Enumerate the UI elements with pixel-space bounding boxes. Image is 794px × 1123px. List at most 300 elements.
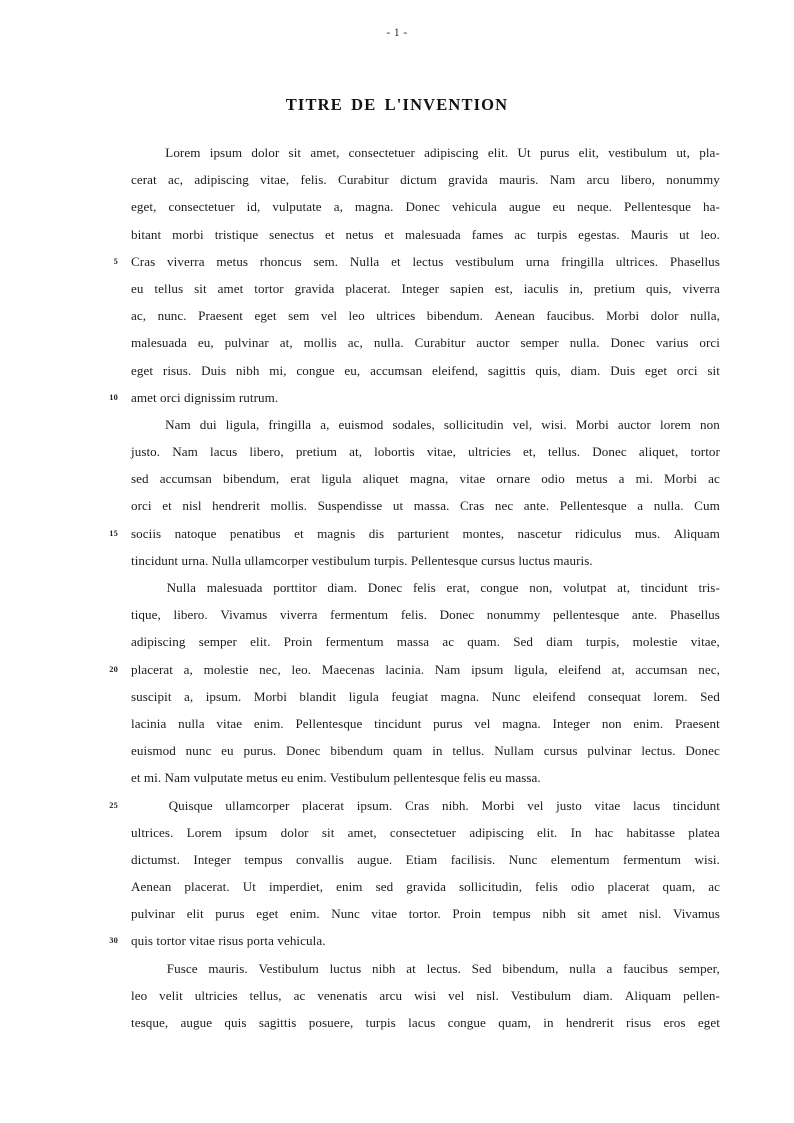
- word: viverra: [682, 280, 720, 296]
- word: mi.: [635, 471, 653, 487]
- word: malesuada: [404, 226, 461, 242]
- text-line: [131, 1009, 720, 1036]
- word: odio: [541, 471, 565, 487]
- word: senectus: [269, 226, 315, 242]
- word: tortor: [690, 444, 720, 460]
- word: Donec: [286, 743, 321, 759]
- word: nulla.: [373, 335, 404, 351]
- word: massa: [396, 634, 430, 650]
- word: urna: [525, 253, 550, 269]
- word: turpis: [365, 1015, 396, 1030]
- word: Integer: [401, 280, 440, 296]
- word: et: [162, 498, 172, 514]
- word: quam,: [498, 1015, 531, 1030]
- word: elit.: [487, 145, 509, 160]
- word: vel,: [512, 416, 533, 432]
- word: a,: [183, 661, 193, 677]
- word: vel: [527, 797, 544, 813]
- word: dui: [199, 416, 217, 432]
- word: rhoncus: [259, 253, 302, 269]
- word: metus: [575, 471, 608, 487]
- word: dolor: [251, 145, 280, 160]
- word: eget: [254, 308, 277, 324]
- word: eleifend: [532, 688, 576, 704]
- word: sit: [288, 145, 302, 160]
- word: nec: [494, 498, 514, 514]
- word: ut: [392, 498, 404, 514]
- word: auctor: [476, 335, 510, 351]
- word: magna.: [440, 688, 480, 704]
- word: ac: [514, 226, 527, 242]
- word: dis: [368, 525, 385, 541]
- word: eu: [131, 280, 144, 296]
- text-line: [131, 819, 720, 846]
- word: sollicitudin,: [458, 879, 523, 895]
- word: euismod: [338, 416, 384, 432]
- word: Cras: [460, 498, 485, 514]
- word: enim.: [289, 906, 320, 922]
- word: sit: [194, 280, 207, 296]
- word: ha-: [703, 199, 720, 215]
- text-line: [131, 221, 720, 248]
- word: ultricies: [468, 444, 511, 460]
- word: at: [406, 960, 416, 976]
- word: semper,: [678, 960, 720, 976]
- word: ac,: [131, 308, 147, 324]
- word: eleifend: [558, 661, 602, 677]
- word: neque.: [577, 199, 613, 215]
- word: justo.: [131, 444, 161, 460]
- text-line: [131, 547, 720, 574]
- word: Sed: [513, 634, 534, 650]
- word: lectus: [412, 253, 444, 269]
- word: a: [637, 498, 644, 514]
- word: cursus: [543, 743, 578, 759]
- word: sit: [707, 362, 720, 378]
- text-line: [131, 710, 720, 737]
- line-text: quis tortor vitae risus porta vehicula.: [131, 933, 326, 949]
- word: elit: [186, 906, 204, 922]
- word: mus.: [634, 525, 661, 541]
- word: nulla: [178, 715, 205, 731]
- word: a,: [320, 416, 330, 432]
- word: fermentum: [325, 634, 384, 650]
- word: Ut: [517, 145, 531, 160]
- word: posuere,: [308, 1015, 354, 1030]
- word: amet,: [310, 145, 340, 160]
- word: id,: [246, 199, 261, 215]
- word: vel: [448, 987, 465, 1003]
- word: sagittis: [487, 362, 526, 378]
- word: accumsan: [635, 661, 688, 677]
- word: Maecenas: [321, 661, 375, 677]
- word: Donec: [592, 444, 627, 460]
- word: semper: [520, 335, 559, 351]
- word: vehicula: [452, 199, 497, 215]
- word: eget: [697, 1015, 720, 1030]
- word: aliquet,: [638, 444, 679, 460]
- word: elit,: [578, 145, 599, 160]
- word: euismod: [131, 743, 176, 759]
- text-line: [131, 465, 720, 492]
- word: Donec: [685, 743, 720, 759]
- word: Nunc: [508, 851, 538, 867]
- word: leo: [131, 987, 148, 1003]
- word: a: [606, 960, 613, 976]
- word: nec,: [698, 661, 720, 677]
- word: gravida: [448, 172, 488, 188]
- word: quam: [393, 743, 423, 759]
- word: elementum: [550, 851, 610, 867]
- word: libero,: [620, 172, 655, 188]
- word: fringilla: [561, 253, 604, 269]
- word: nibh: [235, 362, 260, 378]
- word: at,: [279, 335, 293, 351]
- word: Sed: [471, 960, 492, 976]
- word: ac,: [347, 335, 363, 351]
- word: tincidunt: [374, 715, 422, 731]
- word: sollicitudin: [443, 416, 504, 432]
- text-line: [131, 357, 720, 384]
- word: dictum: [400, 172, 437, 188]
- word: morbi: [172, 226, 204, 242]
- word: erat,: [446, 580, 470, 595]
- word: purus.: [243, 743, 277, 759]
- word: amet: [601, 906, 628, 922]
- word: odio: [570, 879, 595, 895]
- word: ligula,: [225, 416, 260, 432]
- word: Nulla: [166, 580, 197, 595]
- word: pla-: [699, 145, 720, 160]
- word: adipiscing: [424, 145, 479, 160]
- word: nunc.: [157, 308, 187, 324]
- word: dictumst.: [131, 851, 180, 867]
- word: tristique: [214, 226, 259, 242]
- word: ac,: [168, 172, 184, 188]
- line-text: amet orci dignissim rutrum.: [131, 389, 279, 405]
- word: vestibulum: [608, 145, 668, 160]
- word: leo: [348, 308, 365, 324]
- text-line: [131, 873, 720, 900]
- text-line: [109, 927, 720, 954]
- word: augue.: [357, 851, 393, 867]
- text-line: [131, 166, 720, 193]
- word: hac: [594, 824, 614, 840]
- word: adipiscing: [469, 824, 524, 840]
- word: nonummy: [666, 172, 720, 188]
- word: elit.: [250, 634, 271, 650]
- word: Morbi: [664, 471, 698, 487]
- word: pulvinar: [224, 335, 269, 351]
- text-line: [109, 656, 720, 683]
- word: ridiculus: [575, 525, 622, 541]
- word: viverra: [167, 253, 205, 269]
- word: vitae,: [260, 172, 290, 188]
- word: viverra: [279, 607, 318, 623]
- word: amet,: [347, 824, 377, 840]
- word: arcu: [379, 987, 403, 1003]
- word: nibh: [372, 960, 396, 976]
- word: augue: [508, 199, 541, 215]
- word: ipsum: [471, 661, 504, 677]
- word: mi,: [269, 362, 287, 378]
- word: velit: [159, 987, 183, 1003]
- word: ultrices: [376, 308, 416, 324]
- line-text: et mi. Nam vulputate metus eu enim. Vestibulum pellentesque felis eu massa.: [131, 770, 541, 786]
- word: Pellentesque: [624, 199, 691, 215]
- word: venenatis: [317, 987, 368, 1003]
- word: non,: [529, 580, 553, 595]
- word: volutpat: [563, 580, 607, 595]
- word: Nunc: [331, 906, 360, 922]
- word: bibendum.: [426, 308, 484, 324]
- word: Proin: [283, 634, 313, 650]
- word: massa.: [413, 498, 450, 514]
- word: Aliquam: [673, 525, 720, 541]
- word: Proin: [452, 906, 482, 922]
- word: Integer: [552, 715, 591, 731]
- word: suscipit: [131, 688, 172, 704]
- paragraph-indent: [131, 792, 156, 819]
- word: montes,: [462, 525, 505, 541]
- word: felis.: [300, 172, 327, 188]
- word: hendrerit: [565, 1015, 614, 1030]
- word: ipsum: [235, 824, 268, 840]
- word: faucibus.: [546, 308, 595, 324]
- word: felis.: [400, 607, 428, 623]
- word: pellen-: [683, 987, 720, 1003]
- word: risus: [626, 1015, 652, 1030]
- word: bibendum,: [223, 471, 280, 487]
- word: Curabitur: [414, 335, 466, 351]
- word: ac: [442, 634, 455, 650]
- word: Donec: [367, 580, 403, 595]
- word: Suspendisse: [317, 498, 383, 514]
- word: bitant: [131, 226, 162, 242]
- word: wisi.: [541, 416, 567, 432]
- word: Duis: [201, 362, 227, 378]
- text-line: [131, 492, 720, 519]
- word: at,: [617, 580, 631, 595]
- word: tris-: [698, 580, 720, 595]
- line-number: 30: [109, 936, 118, 946]
- word: ac: [708, 879, 720, 895]
- word: iaculis: [523, 280, 559, 296]
- word: erat: [290, 471, 311, 487]
- word: consectetuer: [348, 145, 415, 160]
- text-line: [109, 520, 720, 547]
- word: est,: [494, 280, 513, 296]
- word: eros: [663, 1015, 686, 1030]
- word: libero.: [173, 607, 208, 623]
- word: ligula: [321, 471, 352, 487]
- word: nascetur: [517, 525, 562, 541]
- word: molestie: [632, 634, 678, 650]
- word: in,: [569, 280, 583, 296]
- word: Sed: [700, 688, 720, 704]
- word: Ut: [242, 879, 256, 895]
- word: eget: [131, 362, 154, 378]
- word: Donec: [439, 607, 475, 623]
- word: nisl: [182, 498, 202, 514]
- word: malesuada: [206, 580, 263, 595]
- word: sed: [375, 879, 394, 895]
- word: ut: [679, 226, 690, 242]
- text-line: [131, 601, 720, 628]
- word: gravida: [294, 280, 335, 296]
- word: lorem: [660, 416, 691, 432]
- word: mauris.: [208, 960, 248, 976]
- word: sed: [131, 471, 149, 487]
- word: leo.: [291, 661, 312, 677]
- word: Duis: [610, 362, 636, 378]
- word: lobortis: [374, 444, 415, 460]
- word: ante.: [631, 607, 658, 623]
- word: bibendum,: [502, 960, 559, 976]
- word: tellus: [154, 280, 184, 296]
- word: sem: [288, 308, 310, 324]
- word: tesque,: [131, 1015, 169, 1030]
- word: bibendum: [330, 743, 384, 759]
- word: amet: [217, 280, 244, 296]
- word: Vivamus: [220, 607, 268, 623]
- word: Aenean: [131, 879, 172, 895]
- word: in: [432, 743, 443, 759]
- word: consectetuer: [389, 824, 457, 840]
- paragraph-indent: [131, 574, 156, 601]
- word: lacus: [408, 1015, 436, 1030]
- word: Aliquam: [624, 987, 672, 1003]
- text-line: [131, 955, 720, 982]
- line-number: 10: [109, 392, 118, 402]
- paragraph-indent: [131, 955, 156, 982]
- word: consectetuer: [168, 199, 235, 215]
- word: tincidunt: [640, 580, 688, 595]
- word: feugiat: [391, 688, 429, 704]
- word: Integer: [193, 851, 231, 867]
- word: pretium: [295, 444, 337, 460]
- word: molestie: [203, 661, 249, 677]
- word: Praesent: [674, 715, 720, 731]
- word: Quisque: [168, 797, 213, 813]
- word: parturient: [397, 525, 450, 541]
- word: vestibulum: [455, 253, 515, 269]
- word: ullamcorper: [225, 797, 290, 813]
- word: nunc: [185, 743, 212, 759]
- word: et,: [523, 444, 536, 460]
- word: placerat.: [345, 280, 391, 296]
- word: wisi.: [694, 851, 720, 867]
- word: ipsum: [209, 145, 243, 160]
- word: quis: [224, 1015, 247, 1030]
- word: non: [601, 715, 622, 731]
- word: accumsan: [159, 471, 212, 487]
- word: mollis.: [270, 498, 307, 514]
- text-line: [109, 384, 720, 411]
- word: lectus.: [641, 743, 676, 759]
- word: nisl.: [638, 906, 662, 922]
- word: mollis: [303, 335, 337, 351]
- paragraph-indent: [131, 411, 156, 438]
- line-number: 5: [113, 256, 118, 266]
- word: ante.: [523, 498, 550, 514]
- word: malesuada: [131, 335, 187, 351]
- word: magnis: [317, 525, 356, 541]
- word: ipsum.: [205, 688, 242, 704]
- word: lacinia: [131, 715, 167, 731]
- word: Nam: [165, 416, 191, 432]
- word: lacinia.: [385, 661, 425, 677]
- word: Morbi: [575, 416, 609, 432]
- word: placerat.: [184, 879, 230, 895]
- word: vitae: [459, 471, 486, 487]
- word: sem.: [313, 253, 339, 269]
- word: lectus.: [426, 960, 461, 976]
- word: ultrices.: [615, 253, 659, 269]
- word: auctor: [617, 416, 651, 432]
- word: eget: [645, 362, 668, 378]
- word: orci: [676, 362, 698, 378]
- word: Donec: [610, 335, 646, 351]
- word: Mauris: [630, 226, 669, 242]
- word: fermentum: [623, 851, 682, 867]
- word: felis: [535, 879, 558, 895]
- text-line: [131, 683, 720, 710]
- line-number: 20: [109, 664, 118, 674]
- word: Morbi: [481, 797, 515, 813]
- word: Vestibulum: [510, 987, 572, 1003]
- text-line: [131, 438, 720, 465]
- word: eget: [256, 906, 279, 922]
- word: Pellentesque: [295, 715, 363, 731]
- word: vel: [474, 715, 491, 731]
- paragraph-indent: [131, 139, 156, 166]
- word: eu,: [197, 335, 214, 351]
- word: convallis: [296, 851, 344, 867]
- word: tellus,: [249, 987, 282, 1003]
- line-number: 25: [109, 800, 118, 810]
- word: eu: [221, 743, 234, 759]
- word: nisl.: [476, 987, 499, 1003]
- word: arcu: [586, 172, 610, 188]
- word: justo: [556, 797, 582, 813]
- word: et: [324, 226, 335, 242]
- word: purus: [539, 145, 570, 160]
- word: Nam: [549, 172, 576, 188]
- word: Morbi: [606, 308, 640, 324]
- word: faucibus: [623, 960, 669, 976]
- word: gravida: [406, 879, 446, 895]
- word: Lorem: [186, 824, 222, 840]
- word: magna,: [409, 471, 449, 487]
- word: felis: [412, 580, 436, 595]
- word: adipiscing: [194, 172, 249, 188]
- word: nulla.: [569, 335, 600, 351]
- word: sit: [577, 906, 591, 922]
- word: placerat: [607, 879, 650, 895]
- word: ornare: [496, 471, 531, 487]
- word: placerat: [131, 661, 173, 677]
- word: netus: [345, 226, 374, 242]
- word: quam,: [662, 879, 696, 895]
- text-line: [131, 302, 720, 329]
- word: Phasellus: [669, 253, 720, 269]
- word: Nam: [434, 661, 461, 677]
- word: tempus: [244, 851, 283, 867]
- word: vel: [320, 308, 338, 324]
- word: purus: [215, 906, 245, 922]
- word: blandit: [299, 688, 337, 704]
